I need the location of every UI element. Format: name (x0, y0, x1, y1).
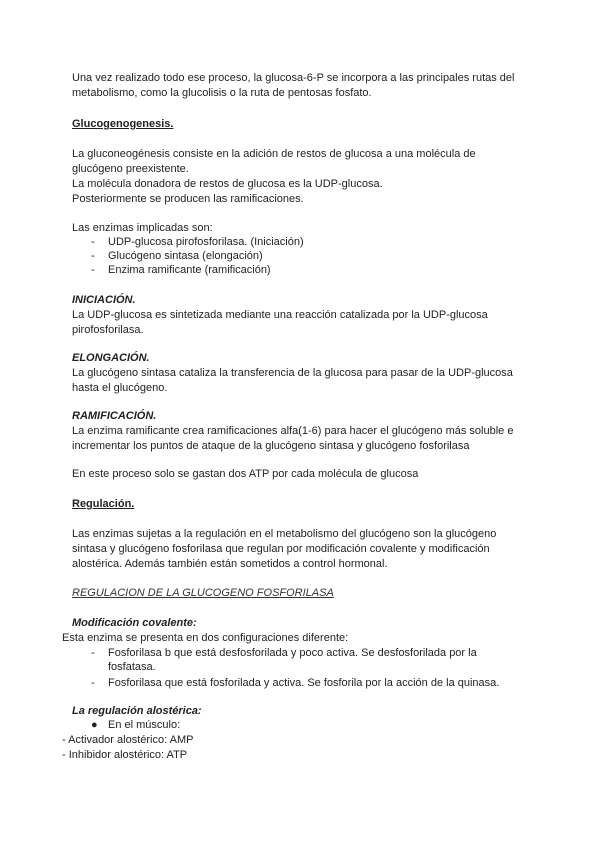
section-heading-glucogenogenesis: Glucogenogenesis. (72, 118, 174, 130)
intro-line-1: Una vez realizado todo ese proceso, la glucosa-6-P se incorpora a las principales rutas del (72, 72, 515, 84)
glucogenogenesis-line-4: Posteriormente se producen las ramificaciones. (72, 193, 304, 205)
subheading-ramificacion: RAMIFICACIÓN. (72, 410, 157, 422)
ramificacion-line-2: incrementar los puntos de ataque de la glucógeno sintasa y glucógeno fosforilasa (72, 440, 470, 452)
atp-note: En este proceso solo se gastan dos ATP por cada molécula de glucosa (72, 468, 419, 480)
alosterica-inhibitor: - Inhibidor alostérico: ATP (62, 749, 188, 761)
intro-line-2: metabolismo, como la glucolisis o la ruta de pentosas fosfato. (72, 87, 372, 99)
iniciacion-line-2: pirofosforilasa. (72, 324, 144, 336)
list-dash: - (91, 250, 95, 262)
covalente-list-item: Fosforilasa que está fosforilada y activa. Se fosforila por la acción de la quinasa. (108, 677, 500, 689)
subheading-regulacion-fosforilasa: REGULACION DE LA GLUCOGENO FOSFORILASA (72, 587, 334, 599)
list-dash: - (91, 647, 95, 659)
enzymes-intro: Las enzimas implicadas son: (72, 222, 213, 234)
elongacion-line-1: La glucógeno sintasa cataliza la transferencia de la glucosa para pasar de la UDP-glucosa (72, 367, 513, 379)
section-heading-regulacion: Regulación. (72, 498, 135, 510)
list-dash: - (91, 677, 95, 689)
subheading-elongacion: ELONGACIÓN. (72, 352, 150, 364)
regulacion-line-3: alostérica. Además también están sometidos a control hormonal. (72, 558, 388, 570)
glucogenogenesis-line-2: glucógeno preexistente. (72, 163, 189, 175)
ramificacion-line-1: La enzima ramificante crea ramificaciones alfa(1-6) para hacer el glucógeno más soluble e (72, 425, 514, 437)
list-dash: - (91, 236, 95, 248)
glucogenogenesis-line-3: La molécula donadora de restos de glucosa es la UDP-glucosa. (72, 178, 383, 190)
covalente-list-item-cont: fosfatasa. (108, 661, 156, 673)
glucogenogenesis-line-1: La gluconeogénesis consiste en la adición de restos de glucosa a una molécula de (72, 148, 476, 160)
bullet-icon: ● (91, 719, 98, 731)
subheading-iniciacion: INICIACIÓN. (72, 294, 136, 306)
list-dash: - (91, 264, 95, 276)
regulacion-line-1: Las enzimas sujetas a la regulación en el metabolismo del glucógeno son la glucógeno (72, 528, 497, 540)
enzyme-list-item: Enzima ramificante (ramificación) (108, 264, 271, 276)
enzyme-list-item: Glucógeno sintasa (elongación) (108, 250, 263, 262)
enzyme-list-item: UDP-glucosa pirofosforilasa. (Iniciación) (108, 236, 304, 248)
iniciacion-line-1: La UDP-glucosa es sintetizada mediante una reacción catalizada por la UDP-glucosa (72, 309, 488, 321)
alosterica-bullet-text: En el músculo: (108, 719, 181, 731)
covalente-list-item: Fosforilasa b que está desfosforilada y poco activa. Se desfosforilada por la (108, 647, 477, 659)
subheading-modificacion-covalente: Modificación covalente: (72, 617, 197, 629)
regulacion-line-2: sintasa y glucógeno fosforilasa que regulan por modificación covalente y modificación (72, 543, 490, 555)
alosterica-activator: - Activador alostérico: AMP (62, 734, 194, 746)
covalente-intro: Esta enzima se presenta en dos configuraciones diferente: (62, 632, 349, 644)
subheading-regulacion-alosterica: La regulación alostérica: (72, 705, 202, 717)
elongacion-line-2: hasta el glucógeno. (72, 382, 168, 394)
